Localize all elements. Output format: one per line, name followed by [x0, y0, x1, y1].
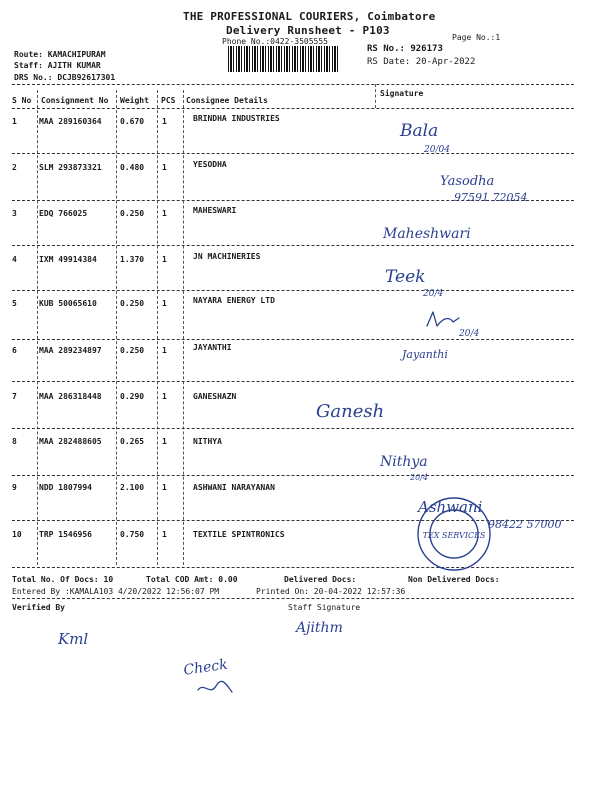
signature-text: Kml: [58, 630, 89, 648]
signature-text: Ajithm: [296, 620, 343, 636]
signature-row-6: [402, 342, 472, 372]
row-consignment: TRP 1546956: [39, 530, 92, 539]
row-weight: 0.250: [120, 299, 145, 308]
row-pcs: 1: [162, 483, 167, 492]
page-number: Page No.:1: [452, 33, 501, 42]
check-signature: [184, 654, 264, 708]
row-rule: [12, 381, 574, 382]
col-consignment: Consignment No: [41, 96, 109, 105]
row-sno: 1: [12, 117, 17, 126]
row-consignee: NAYARA ENERGY LTD: [193, 296, 275, 305]
signature-note: 20/4: [459, 329, 480, 339]
signature-text: Ganesh: [316, 401, 385, 422]
row-consignment: NDD 1807994: [39, 483, 92, 492]
row-weight: 0.670: [120, 117, 145, 126]
row-consignee: JAYANTHI: [193, 343, 232, 352]
row-rule: [12, 290, 574, 291]
signature-note: 20/4: [410, 473, 428, 482]
signature-row-2: [440, 167, 560, 211]
row-consignment: IXM 49914384: [39, 255, 97, 264]
signature-row-1: [396, 116, 466, 160]
signature-text: Teek: [385, 267, 426, 287]
entered-by: Entered By :KAMALA103 4/20/2022 12:56:07 PM: [12, 587, 220, 596]
row-consignment: KUB 50065610: [39, 299, 97, 308]
col-separator: [157, 90, 158, 565]
signature-text: Bala: [400, 121, 439, 141]
row-consignment: MAA 286318448: [39, 392, 102, 401]
company-name: THE PROFESSIONAL COURIERS, Coimbatore: [183, 10, 436, 23]
signature-mark: [427, 312, 459, 326]
staff-signature-label: Staff Signature: [288, 603, 361, 612]
row-weight: 0.750: [120, 530, 145, 539]
row-consignee: MAHESWARI: [193, 206, 237, 215]
total-docs: Total No. Of Docs: 10: [12, 575, 114, 584]
row-pcs: 1: [162, 530, 167, 539]
row-sno: 4: [12, 255, 17, 264]
signature-text: Jayanthi: [402, 348, 448, 361]
row-consignment: SLM 293873321: [39, 163, 102, 172]
row-consignment: MAA 289160364: [39, 117, 102, 126]
barcode: [228, 46, 340, 72]
col-weight: Weight: [120, 96, 149, 105]
verified-signature: [58, 624, 108, 662]
row-pcs: 1: [162, 392, 167, 401]
signature-text: Yasodha: [440, 174, 495, 189]
row-consignment: MAA 282488605: [39, 437, 102, 446]
row-sno: 7: [12, 392, 17, 401]
signature-note: 20/4: [423, 289, 444, 299]
row-consignee: TEXTILE SPINTRONICS: [193, 530, 285, 539]
row-rule: [12, 428, 574, 429]
row-weight: 0.250: [120, 209, 145, 218]
header-top-rule: [12, 84, 574, 85]
row-pcs: 1: [162, 299, 167, 308]
row-sno: 8: [12, 437, 17, 446]
signature-row-7: [316, 395, 416, 433]
signature-text: Check: [182, 656, 229, 679]
row-sno: 5: [12, 299, 17, 308]
row-sno: 10: [12, 530, 22, 539]
col-pcs: PCS: [161, 96, 176, 105]
rs-number: RS No.: 926173: [367, 44, 443, 54]
col-separator: [183, 90, 184, 565]
row-weight: 1.370: [120, 255, 145, 264]
row-pcs: 1: [162, 117, 167, 126]
row-sno: 9: [12, 483, 17, 492]
row-pcs: 1: [162, 437, 167, 446]
staff-signature: [296, 612, 366, 646]
row-sno: 6: [12, 346, 17, 355]
row-rule: [12, 153, 574, 154]
signature-row-3: [383, 218, 493, 252]
staff: Staff: AJITH KUMAR: [14, 61, 101, 70]
row-consignee: ASHWANI NARAYANAN: [193, 483, 275, 492]
row-sno: 3: [12, 209, 17, 218]
phone-number: Phone No.:0422-3505555: [222, 37, 328, 46]
rs-date: RS Date: 20-Apr-2022: [367, 57, 476, 67]
drs-number: DRS No.: DCJB92617301: [14, 73, 116, 82]
stamp-text: TEX SERVICES: [422, 531, 486, 540]
row-consignee: NITHYA: [193, 437, 222, 446]
col-separator: [375, 84, 376, 108]
row-weight: 0.265: [120, 437, 145, 446]
verified-by-label: Verified By: [12, 603, 65, 612]
row-pcs: 1: [162, 255, 167, 264]
signature-row-8: [380, 448, 460, 492]
row-pcs: 1: [162, 209, 167, 218]
signature-text: Maheshwari: [383, 226, 471, 242]
row-rule: [12, 475, 574, 476]
signature-note: 98422 57000: [488, 518, 562, 531]
col-consignee: Consignee Details: [186, 96, 268, 105]
row-consignee: YESODHA: [193, 160, 227, 169]
total-cod: Total COD Amt: 0.00: [146, 575, 238, 584]
row-consignee: GANESHAZN: [193, 392, 237, 401]
row-consignee: BRINDHA INDUSTRIES: [193, 114, 280, 123]
delivered-docs: Delivered Docs:: [284, 575, 357, 584]
row-pcs: 1: [162, 346, 167, 355]
row-consignment: EDQ 766025: [39, 209, 88, 218]
row-weight: 2.100: [120, 483, 145, 492]
col-signature: Signature: [380, 89, 424, 98]
row-weight: 0.250: [120, 346, 145, 355]
non-delivered-docs: Non Delivered Docs:: [408, 575, 500, 584]
row-consignee: JN MACHINERIES: [193, 252, 261, 261]
signature-note: 97591 72054: [454, 191, 528, 204]
row-weight: 0.480: [120, 163, 145, 172]
signature-mark: [198, 681, 232, 692]
route: Route: KAMACHIPURAM: [14, 50, 106, 59]
signature-note: 20/04: [424, 145, 450, 155]
row-pcs: 1: [162, 163, 167, 172]
header-bottom-rule: [12, 108, 574, 109]
col-separator: [116, 90, 117, 565]
signature-text: Ashwani: [418, 498, 483, 516]
row-weight: 0.290: [120, 392, 145, 401]
signature-row-4: [385, 262, 455, 306]
col-sno: S No: [12, 96, 32, 105]
signature-text: Nithya: [380, 454, 428, 470]
row-consignment: MAA 289234897: [39, 346, 102, 355]
footer-rule: [12, 598, 574, 599]
col-separator: [37, 90, 38, 565]
company-stamp: [412, 496, 498, 580]
row-sno: 2: [12, 163, 17, 172]
printed-on: Printed On: 20-04-2022 12:57:36: [256, 587, 406, 596]
document-title: Delivery Runsheet - P103: [226, 24, 390, 37]
